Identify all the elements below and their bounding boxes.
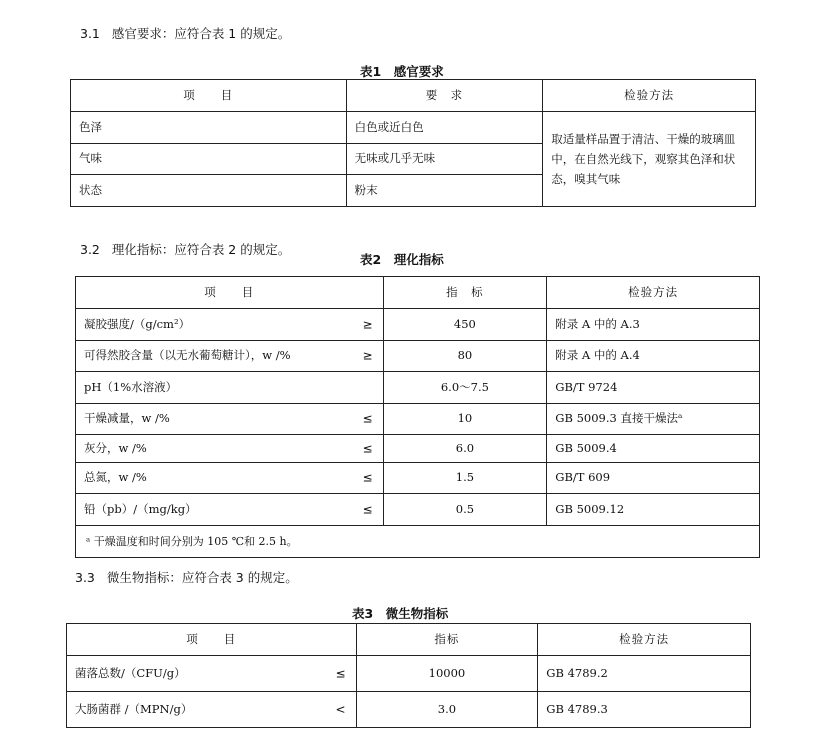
table-header: 项 目: [67, 624, 357, 656]
table-header: 检验方法: [543, 80, 756, 112]
table-row: [76, 404, 760, 435]
method-cell: GB 5009.12: [547, 494, 760, 526]
table-2-physicochemical: [75, 276, 760, 558]
operator: ≤: [335, 666, 346, 681]
value-cell: 10: [383, 404, 547, 435]
table-row: [71, 112, 756, 144]
item-cell: [76, 341, 384, 372]
operator: ≤: [362, 441, 373, 456]
item-cell: 色泽: [71, 112, 347, 144]
section-number: 3.2: [80, 242, 100, 257]
item-label: 干燥减量，w /%: [84, 411, 170, 426]
table-header: 项 目: [76, 277, 384, 309]
item-cell: 气味: [71, 144, 347, 175]
item-label: 凝胶强度/（g/cm²）: [84, 316, 191, 331]
table-row: [67, 656, 751, 692]
table-footnote: ᵃ 干燥温度和时间分别为 105 ℃和 2.5 h。: [76, 526, 760, 558]
table-header: 指标: [356, 624, 538, 656]
table-3-caption: 表3 微生物指标: [352, 606, 449, 621]
item-cell: [67, 692, 357, 728]
table-row: [76, 372, 760, 404]
item-label: 大肠菌群 /（MPN/g）: [75, 701, 193, 716]
table-row: [67, 692, 751, 728]
item-cell: [67, 656, 357, 692]
table-1-sensory: [70, 79, 756, 207]
value-cell: 80: [383, 341, 547, 372]
table-row: [76, 494, 760, 526]
table-row: [76, 341, 760, 372]
item-label: 铅（pb）/（mg/kg）: [84, 501, 197, 516]
item-label: 灰分，w /%: [84, 440, 147, 455]
method-cell: GB/T 9724: [547, 372, 760, 404]
item-label: 菌落总数/（CFU/g）: [75, 665, 186, 680]
operator: ≤: [362, 502, 373, 517]
item-cell: [76, 309, 384, 341]
section-3-1-heading: [80, 24, 290, 42]
value-cell: 1.5: [383, 463, 547, 494]
operator: ≤: [362, 411, 373, 426]
table-row: [76, 309, 760, 341]
item-cell: [76, 463, 384, 494]
operator: ≥: [362, 317, 373, 332]
method-cell: GB 4789.3: [538, 692, 751, 728]
value-cell: 3.0: [356, 692, 538, 728]
method-cell: 取适量样品置于清洁、干燥的玻璃皿中，在自然光线下，观察其色泽和状态，嗅其气味: [543, 112, 756, 207]
table-footnote-row: [76, 526, 760, 558]
item-cell: 状态: [71, 175, 347, 207]
item-cell: [76, 494, 384, 526]
section-text: 理化指标：应符合表 2 的规定。: [111, 242, 291, 257]
method-cell: 附录 A 中的 A.3: [547, 309, 760, 341]
table-row: [76, 435, 760, 463]
table-header: 项 目: [71, 80, 347, 112]
method-cell: GB 4789.2: [538, 656, 751, 692]
requirement-cell: 粉末: [346, 175, 543, 207]
item-cell: [76, 372, 384, 404]
table-2-caption: 表2 理化指标: [360, 252, 444, 267]
method-cell: GB 5009.3 直接干燥法ᵃ: [547, 404, 760, 435]
item-label: 可得然胶含量（以无水葡萄糖计），w /%: [84, 348, 291, 363]
method-cell: GB 5009.4: [547, 435, 760, 463]
section-3-3-heading: [75, 568, 298, 586]
item-label: pH（1%水溶液）: [84, 379, 178, 394]
table-row: [76, 463, 760, 494]
value-cell: 10000: [356, 656, 538, 692]
section-text: 微生物指标：应符合表 3 的规定。: [106, 570, 298, 585]
value-cell: 6.0～7.5: [383, 372, 547, 404]
section-text: 感官要求：应符合表 1 的规定。: [111, 26, 291, 41]
method-cell: 附录 A 中的 A.4: [547, 341, 760, 372]
operator: <: [335, 702, 346, 717]
requirement-cell: 白色或近白色: [346, 112, 543, 144]
item-cell: [76, 435, 384, 463]
operator: ≥: [362, 348, 373, 363]
section-3-2-heading: [80, 240, 290, 258]
value-cell: 0.5: [383, 494, 547, 526]
item-cell: [76, 404, 384, 435]
table-3-microbial: [66, 623, 751, 728]
table-1-caption: 表1 感官要求: [360, 64, 444, 79]
table-header: 要 求: [346, 80, 543, 112]
requirement-cell: 无味或几乎无味: [346, 144, 543, 175]
table-header: 检验方法: [538, 624, 751, 656]
value-cell: 6.0: [383, 435, 547, 463]
operator: ≤: [362, 470, 373, 485]
item-label: 总氮，w /%: [84, 470, 147, 485]
value-cell: 450: [383, 309, 547, 341]
method-cell: GB/T 609: [547, 463, 760, 494]
section-number: 3.3: [75, 570, 95, 585]
section-number: 3.1: [80, 26, 100, 41]
table-header: 指 标: [383, 277, 547, 309]
table-header: 检验方法: [547, 277, 760, 309]
